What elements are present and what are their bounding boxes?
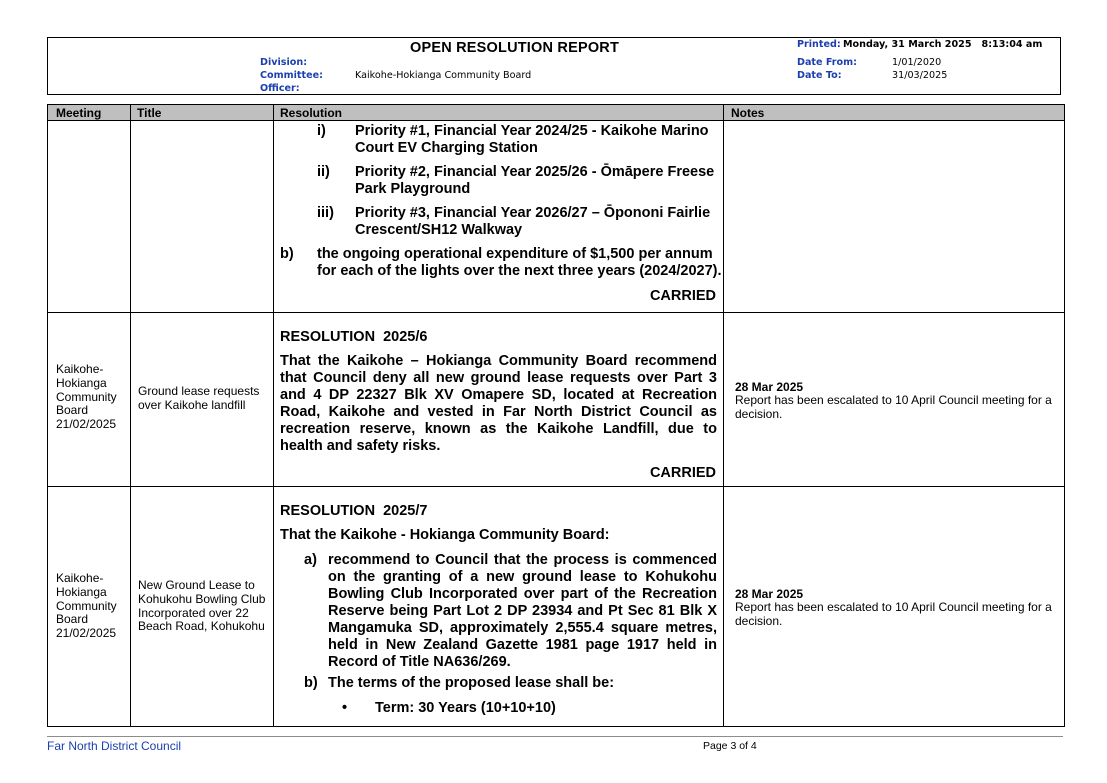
title-line: Beach Road, Kohukohu — [138, 619, 265, 634]
meeting-line: Kaikohe- — [56, 362, 104, 376]
column-header-notes: Notes — [731, 106, 765, 120]
date-from-label: Date From: — [797, 57, 857, 68]
priority-text-line: Priority #1, Financial Year 2024/25 - Kaikohe Marino — [355, 123, 709, 139]
priority-text-line: Priority #3, Financial Year 2026/27 – Ōpononi Fairlie — [355, 205, 711, 221]
column-header-meeting: Meeting — [56, 106, 102, 120]
title-cell — [138, 385, 259, 413]
priority-number: i) — [317, 123, 326, 139]
resolution-cell — [274, 122, 723, 312]
meeting-cell — [56, 572, 117, 641]
date-to-value: 31/03/2025 — [892, 70, 948, 81]
clause-text: recommend to Council that the process is commenced on the granting of a new ground lease to Kohukohu Bowling Club Incorporated over part of the Recreation Reserve being Part Lot 2 DP 23934 and Pt Sec 81 Blk X Mangamuka SD, approximately 2,555.4 square metres, held in New Zealand Gazette 1981 page 1917 held in Record of Title NA636/269. — [328, 552, 717, 670]
column-header-resolution: Resolution — [280, 106, 342, 120]
priority-number: ii) — [317, 164, 330, 180]
division-label: Division: — [260, 57, 308, 68]
carried-label: CARRIED — [649, 288, 716, 304]
meeting-line: 21/02/2025 — [56, 626, 117, 641]
committee-value: Kaikohe-Hokianga Community Board — [355, 70, 532, 81]
report-title: OPEN RESOLUTION REPORT — [410, 40, 620, 56]
title-line: over Kaikohe landfill — [138, 397, 246, 412]
carried-label: CARRIED — [649, 465, 716, 481]
clause-text-line: the ongoing operational expenditure of $1,500 per annum — [317, 246, 713, 262]
meeting-line: Hokianga — [56, 584, 107, 599]
note-date: 28 Mar 2025 — [735, 380, 804, 394]
committee-label: Committee: — [260, 70, 323, 81]
page-number: Page 3 of 4 — [703, 740, 757, 752]
title-cell — [138, 579, 265, 634]
report-header — [47, 37, 1061, 95]
priority-number: iii) — [317, 205, 334, 221]
priority-text-line: Crescent/SH12 Walkway — [355, 222, 523, 238]
meeting-line: Hokianga — [56, 375, 107, 390]
clause-number: b) — [280, 246, 294, 262]
note-date: 28 Mar 2025 — [735, 587, 804, 601]
resolution-heading: RESOLUTION 2025/6 — [280, 329, 428, 345]
meeting-line: 21/02/2025 — [56, 417, 117, 432]
clause-text: The terms of the proposed lease shall be: — [328, 675, 615, 691]
meeting-line: Community — [56, 389, 117, 404]
officer-label: Officer: — [260, 83, 300, 94]
title-line: Kohukohu Bowling Club — [138, 591, 266, 606]
column-header-title: Title — [137, 106, 162, 120]
column-divider — [130, 105, 131, 726]
resolution-cell — [274, 313, 723, 486]
priority-text-line: Priority #2, Financial Year 2025/26 - Ōmāpere Freese — [355, 164, 715, 180]
title-line: Incorporated over 22 — [138, 605, 249, 620]
meeting-line: Board — [56, 612, 89, 627]
resolution-cell — [274, 487, 723, 726]
clause-number: a) — [304, 552, 317, 568]
clause-text-line: for each of the lights over the next three years (2024/2027). — [317, 263, 722, 279]
date-from-value: 1/01/2020 — [892, 57, 942, 68]
resolution-heading: RESOLUTION 2025/7 — [280, 503, 428, 519]
bullet-text: Term: 30 Years (10+10+10) — [375, 700, 556, 716]
bullet-icon: • — [342, 700, 348, 716]
column-divider — [723, 105, 724, 726]
meeting-cell — [56, 363, 117, 432]
priority-text-line: Park Playground — [355, 181, 471, 197]
title-line: Ground lease requests — [138, 384, 260, 398]
priority-text-line: Court EV Charging Station — [355, 140, 538, 156]
date-to-label: Date To: — [797, 70, 842, 81]
resolution-body: That the Kaikohe – Hokianga Community Board recommend that Council deny all new ground lease requests over Part 3 and 4 DP 22327 Blk XV Omapere SD, located at Recreation Road, Kaikohe and vested in Far North District Council as recreation reserve, known as the Kaikohe Landfill, due to health and safety risks. — [280, 353, 717, 454]
printed-value: Monday, 31 March 2025 8:13:04 am — [843, 39, 1043, 50]
footer-divider — [47, 736, 1063, 737]
meeting-line: Board — [56, 403, 89, 418]
resolution-table — [47, 104, 1065, 727]
note-text: Report has been escalated to 10 April Council meeting for a decision. — [735, 393, 1052, 421]
clause-number: b) — [304, 675, 318, 691]
table-header-row — [48, 105, 1064, 121]
meeting-line: Community — [56, 598, 117, 613]
meeting-line: Kaikohe- — [56, 571, 104, 585]
resolution-intro: That the Kaikohe - Hokianga Community Board: — [280, 527, 610, 543]
printed-label: Printed: — [797, 39, 841, 50]
footer-organisation: Far North District Council — [47, 739, 182, 753]
note-text: Report has been escalated to 10 April Council meeting for a decision. — [735, 600, 1052, 628]
title-line: New Ground Lease to — [138, 578, 255, 592]
